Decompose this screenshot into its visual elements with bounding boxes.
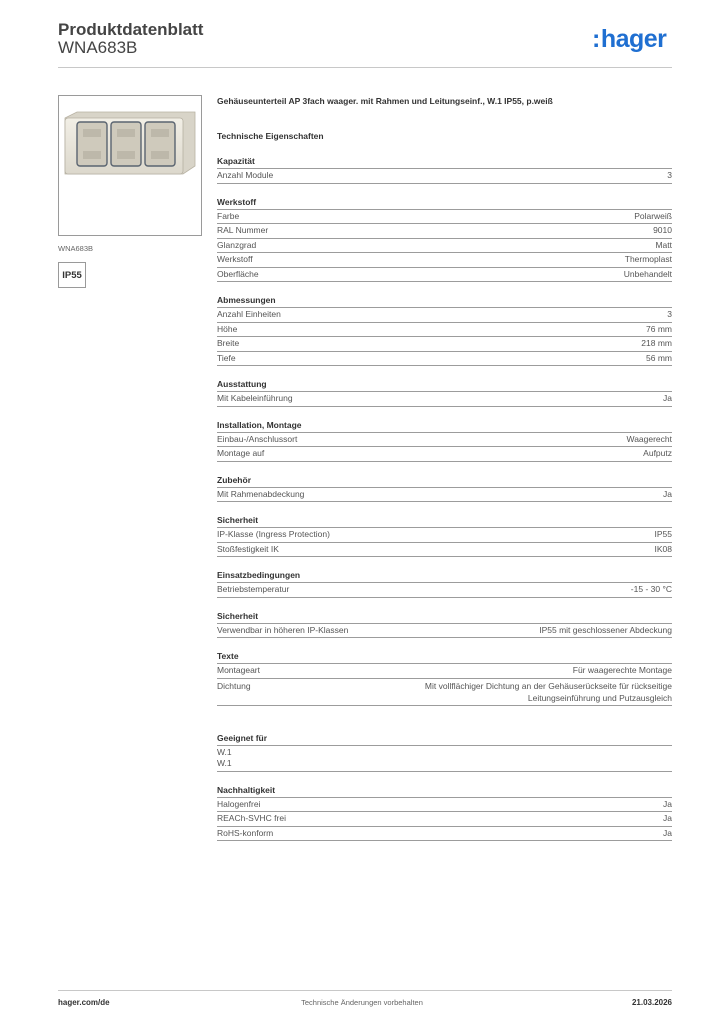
property-row: [217, 827, 672, 842]
property-value: Ja: [663, 798, 672, 809]
property-label: Mit Kabeleinführung: [217, 393, 293, 403]
ip-rating-badge: IP55: [58, 262, 86, 288]
property-value: Ja: [663, 393, 672, 403]
list-item: W.1: [217, 757, 232, 768]
property-label: Anzahl Einheiten: [217, 309, 281, 319]
property-row: [217, 543, 672, 558]
section-geeignet-fuer: [217, 732, 672, 772]
property-label: IP-Klasse (Ingress Protection): [217, 529, 330, 539]
product-description: Gehäuseunterteil AP 3fach waager. mit Rahmen und Leitungseinf., W.1 IP55, p.weiß: [217, 96, 553, 106]
property-label: Höhe: [217, 323, 238, 334]
property-row: [217, 323, 672, 338]
section-title: Installation, Montage: [217, 419, 672, 433]
property-value: -15 - 30 °C: [630, 584, 672, 594]
section-title: Kapazität: [217, 155, 672, 169]
hager-logo: :hager: [592, 25, 667, 53]
section-installation-montage: [217, 419, 672, 462]
property-value: 76 mm: [646, 323, 672, 334]
property-row: [217, 224, 672, 239]
property-label: Oberfläche: [217, 268, 259, 279]
property-label: Verwendbar in höheren IP-Klassen: [217, 624, 349, 635]
section-title: Geeignet für: [217, 732, 672, 746]
property-row: [217, 337, 672, 352]
section-kapazitaet: [217, 155, 672, 184]
property-label: Dichtung: [217, 680, 251, 691]
property-label: RoHS-konform: [217, 827, 274, 838]
property-value: Ja: [663, 813, 672, 823]
property-label: Montageart: [217, 665, 260, 675]
property-value: Thermoplast: [624, 254, 672, 264]
property-value: Für waagerechte Montage: [572, 665, 672, 675]
section-title: Ausstattung: [217, 378, 672, 392]
product-image-drawing: [59, 96, 201, 235]
property-value: Unbehandelt: [623, 268, 672, 279]
footer-divider: [58, 990, 672, 991]
section-title: Nachhaltigkeit: [217, 784, 672, 798]
property-label: Farbe: [217, 210, 240, 221]
property-value: Ja: [663, 827, 672, 838]
property-label: Einbau-/Anschlussort: [217, 433, 298, 444]
property-value: Aufputz: [643, 448, 672, 458]
property-row: [217, 268, 672, 283]
header-divider: [58, 67, 672, 68]
property-row: [217, 169, 672, 184]
property-row: [217, 812, 672, 827]
property-row: [217, 528, 672, 543]
property-value: Polarweiß: [634, 210, 672, 221]
section-title: Einsatzbedingungen: [217, 569, 672, 583]
property-row: [217, 679, 672, 706]
property-row: [217, 308, 672, 323]
footer-notice: Technische Änderungen vorbehalten: [301, 998, 423, 1007]
footer-date: 21.03.2026: [631, 998, 672, 1007]
section-texte: [217, 650, 672, 706]
property-label: Montage auf: [217, 448, 265, 458]
section-title: Texte: [217, 650, 672, 664]
section-title: Sicherheit: [217, 610, 672, 624]
property-label: Breite: [217, 338, 240, 348]
list-item: W.1: [217, 746, 232, 757]
property-label: Stoßfestigkeit IK: [217, 543, 279, 554]
property-value: IK08: [654, 543, 672, 554]
datasheet-content: [217, 95, 672, 841]
property-value: IP55: [654, 529, 672, 539]
property-value: 3: [667, 309, 672, 319]
document-title: Produktdatenblatt: [58, 20, 204, 39]
section-werkstoff: [217, 196, 672, 283]
property-value: Waagerecht: [626, 433, 672, 444]
property-label: REACh-SVHC frei: [217, 813, 286, 823]
section-sicherheit: [217, 514, 672, 557]
property-value: Matt: [655, 239, 672, 250]
property-label: RAL Nummer: [217, 225, 269, 235]
property-row: [217, 664, 672, 679]
property-row: [217, 447, 672, 462]
property-label: Betriebstemperatur: [217, 584, 290, 594]
property-label: Werkstoff: [217, 254, 253, 264]
property-value: 3: [667, 170, 672, 180]
property-row: [217, 433, 672, 448]
property-label: Mit Rahmenabdeckung: [217, 488, 305, 499]
section-title: Sicherheit: [217, 514, 672, 528]
property-row: [217, 488, 672, 503]
property-value: IP55 mit geschlossener Abdeckung: [539, 624, 672, 635]
property-label: Anzahl Module: [217, 170, 274, 180]
property-row: [217, 210, 672, 225]
property-row: [217, 352, 672, 367]
section-title: Abmessungen: [217, 294, 672, 308]
product-image: [58, 95, 202, 236]
property-row: [217, 253, 672, 268]
property-row: [217, 239, 672, 254]
section-einsatzbedingungen: [217, 569, 672, 598]
article-number: WNA683B: [58, 38, 138, 57]
property-label: Tiefe: [217, 352, 236, 363]
section-nachhaltigkeit: [217, 784, 672, 842]
technical-properties-heading: Technische Eigenschaften: [217, 131, 324, 141]
property-value: 56 mm: [646, 352, 672, 363]
section-abmessungen: [217, 294, 672, 366]
property-row: [217, 392, 672, 407]
footer-website-link[interactable]: hager.com/de: [58, 998, 110, 1007]
property-value: 218 mm: [641, 338, 672, 348]
property-value: Ja: [663, 488, 672, 499]
section-zubehoer: [217, 474, 672, 503]
property-label: Glanzgrad: [217, 239, 257, 250]
suitable-list: [217, 746, 672, 772]
property-value: Mit vollflächiger Dichtung an der Gehäuserückseite für rückseitige Leitungseinführung und Putzausgleich: [424, 680, 672, 703]
property-value: 9010: [653, 225, 672, 235]
section-sicherheit-2: [217, 610, 672, 639]
section-title: Zubehör: [217, 474, 672, 488]
section-title: Werkstoff: [217, 196, 672, 210]
image-caption: WNA683B: [58, 244, 94, 253]
property-row: [217, 583, 672, 598]
property-row: [217, 624, 672, 639]
property-label: Halogenfrei: [217, 798, 261, 809]
section-ausstattung: [217, 378, 672, 407]
property-row: [217, 798, 672, 813]
